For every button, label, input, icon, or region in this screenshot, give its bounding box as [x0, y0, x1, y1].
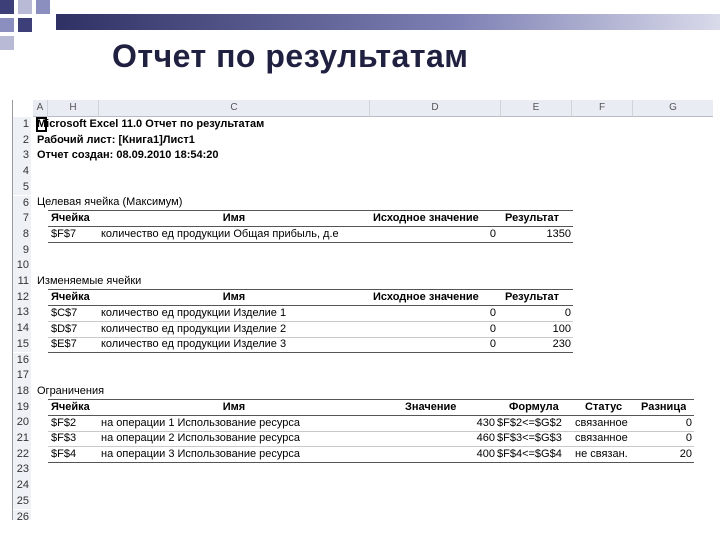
- constraints-header-cell: Ячейка: [51, 401, 90, 413]
- row-number[interactable]: 12: [13, 290, 31, 306]
- variables-row-cell: $C$7: [51, 307, 78, 319]
- row-number[interactable]: 19: [13, 400, 31, 416]
- constraints-header-value: Значение: [405, 401, 457, 413]
- row-number[interactable]: 6: [13, 196, 31, 212]
- variables-row-initial: 0: [489, 307, 496, 319]
- variables-bottom-border: [48, 352, 573, 353]
- variables-row-name: количество ед продукции Изделие 2: [101, 323, 287, 335]
- variables-header-result: Результат: [505, 291, 560, 303]
- constraints-row-value: 430: [476, 417, 495, 429]
- target-row-name: количество ед продукции Общая прибыль, д.е: [101, 228, 339, 240]
- report-header-line-3: Отчет создан: 08.09.2010 18:54:20: [37, 149, 219, 161]
- row-number[interactable]: 14: [13, 321, 31, 337]
- constraints-row-slack: 20: [679, 448, 692, 460]
- column-header-g[interactable]: G: [633, 100, 713, 117]
- constraints-row-formula: $F$2<=$G$2: [497, 417, 562, 429]
- variables-header-cell: Ячейка: [51, 291, 90, 303]
- row-number[interactable]: 21: [13, 431, 31, 447]
- constraints-row-cell: $F$4: [51, 448, 77, 460]
- variables-row-result: 0: [564, 307, 571, 319]
- constraints-header-formula: Формула: [509, 401, 559, 413]
- decor-square-4: [0, 18, 14, 32]
- constraints-header-slack: Разница: [641, 401, 687, 413]
- constraints-row-cell: $F$3: [51, 432, 77, 444]
- row-number[interactable]: 23: [13, 462, 31, 478]
- variables-row-name: количество ед продукции Изделие 1: [101, 307, 287, 319]
- row-number[interactable]: 25: [13, 494, 31, 510]
- row-number[interactable]: 4: [13, 164, 31, 180]
- variables-header-initial: Исходное значение: [373, 291, 479, 303]
- row-number[interactable]: 22: [13, 447, 31, 463]
- constraints-row-status: связанное: [575, 432, 628, 444]
- decor-square-6: [0, 36, 14, 50]
- constraints-section-title: Ограничения: [37, 385, 105, 397]
- constraints-row-name: на операции 2 Использование ресурса: [101, 432, 300, 444]
- constraints-row-formula: $F$4<=$G$4: [497, 448, 562, 460]
- target-header-initial: Исходное значение: [373, 212, 479, 224]
- constraints-row-name: на операции 1 Использование ресурса: [101, 417, 300, 429]
- row-number[interactable]: 1: [13, 117, 31, 133]
- variables-row-cell: $D$7: [51, 323, 78, 335]
- variables-row-cell: $E$7: [51, 338, 77, 350]
- column-header-h[interactable]: H: [48, 100, 99, 117]
- target-header-result: Результат: [505, 212, 560, 224]
- constraints-row-formula: $F$3<=$G$3: [497, 432, 562, 444]
- column-header-a[interactable]: A: [33, 100, 48, 117]
- column-header-d[interactable]: D: [370, 100, 501, 117]
- row-number[interactable]: 9: [13, 243, 31, 259]
- row-number[interactable]: 10: [13, 258, 31, 274]
- row-number[interactable]: 3: [13, 148, 31, 164]
- row-number[interactable]: 13: [13, 305, 31, 321]
- decor-bar: [56, 14, 720, 30]
- row-number[interactable]: 24: [13, 478, 31, 494]
- target-row-result: 1350: [546, 228, 571, 240]
- decor-square-3: [36, 0, 50, 14]
- variables-row-result: 230: [552, 338, 571, 350]
- constraints-row-status: связанное: [575, 417, 628, 429]
- row-number[interactable]: 17: [13, 368, 31, 384]
- constraints-header-status: Статус: [585, 401, 623, 413]
- target-bottom-border: [48, 242, 573, 243]
- variables-row-initial: 0: [489, 338, 496, 350]
- target-row-initial: 0: [489, 228, 496, 240]
- decor-square-1: [0, 0, 14, 14]
- report-header-line-1: Microsoft Excel 11.0 Отчет по результатам: [37, 118, 265, 130]
- constraints-row-value: 400: [476, 448, 495, 460]
- spreadsheet: [12, 100, 713, 520]
- column-header-f[interactable]: F: [572, 100, 633, 117]
- row-number[interactable]: 18: [13, 384, 31, 400]
- constraints-row-value: 460: [476, 432, 495, 444]
- row-number[interactable]: 15: [13, 337, 31, 353]
- constraints-bottom-border: [48, 462, 694, 463]
- row-number[interactable]: 20: [13, 415, 31, 431]
- row-number[interactable]: 16: [13, 353, 31, 369]
- row-number[interactable]: 2: [13, 133, 31, 149]
- target-section-title: Целевая ячейка (Максимум): [37, 196, 183, 208]
- constraints-row-slack: 0: [685, 432, 692, 444]
- constraints-row-status: не связан.: [575, 448, 628, 460]
- variables-row-initial: 0: [489, 323, 496, 335]
- slide-title: Отчет по результатам: [112, 38, 469, 74]
- constraints-row-name: на операции 3 Использование ресурса: [101, 448, 300, 460]
- variables-header-name: Имя: [222, 291, 246, 303]
- row-number[interactable]: 26: [13, 510, 31, 521]
- target-row-cell: $F$7: [51, 228, 77, 240]
- variables-section-title: Изменяемые ячейки: [37, 275, 142, 287]
- decor-square-2: [18, 0, 32, 14]
- constraints-header-name: Имя: [222, 401, 246, 413]
- constraints-row-slack: 0: [685, 417, 692, 429]
- target-header-name: Имя: [222, 212, 246, 224]
- row-number[interactable]: 7: [13, 211, 31, 227]
- row-number[interactable]: 5: [13, 180, 31, 196]
- variables-row-name: количество ед продукции Изделие 3: [101, 338, 287, 350]
- row-number[interactable]: 8: [13, 227, 31, 243]
- report-header-line-2: Рабочий лист: [Книга1]Лист1: [37, 134, 195, 146]
- decor-square-5: [18, 18, 32, 32]
- constraints-row-cell: $F$2: [51, 417, 77, 429]
- column-header-c[interactable]: C: [99, 100, 370, 117]
- target-header-cell: Ячейка: [51, 212, 90, 224]
- variables-row-result: 100: [552, 323, 571, 335]
- row-number[interactable]: 11: [13, 274, 31, 290]
- column-header-e[interactable]: E: [501, 100, 572, 117]
